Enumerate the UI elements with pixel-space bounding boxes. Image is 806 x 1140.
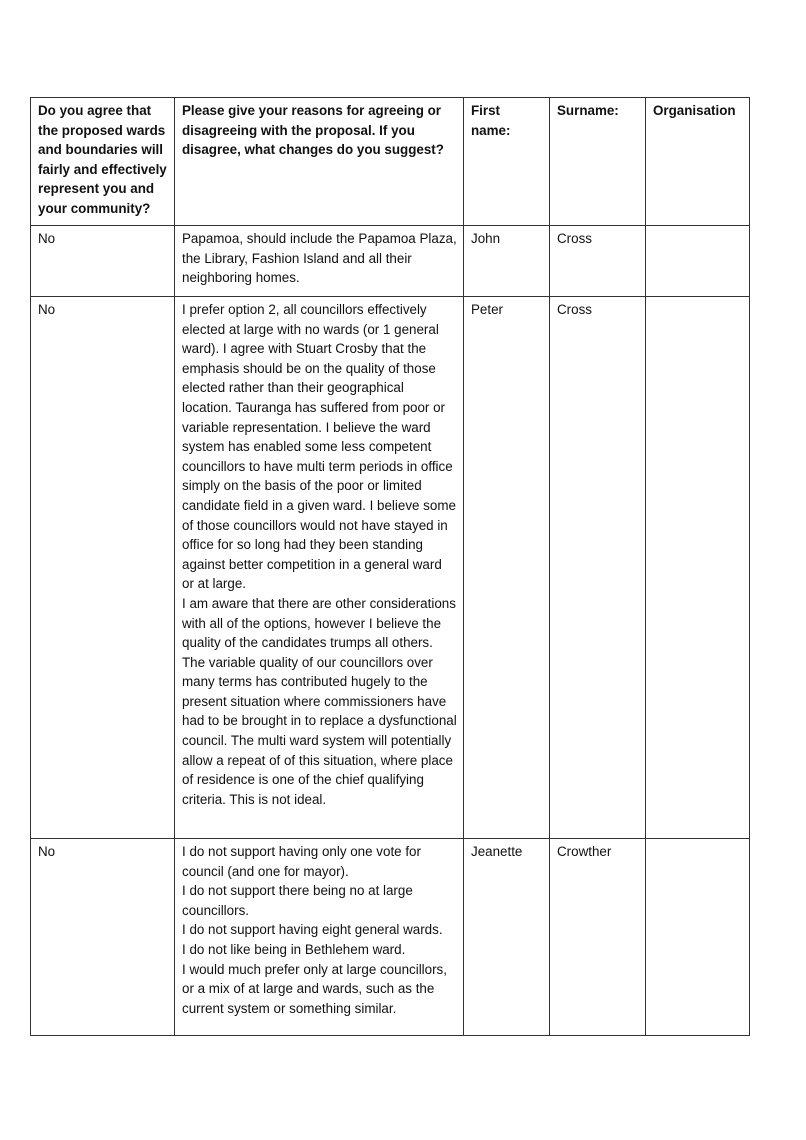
cell-organisation: [646, 839, 750, 1036]
cell-organisation: [646, 297, 750, 839]
cell-first-name: Jeanette: [464, 839, 550, 1036]
table-row: [31, 226, 750, 297]
cell-reasons: Papamoa, should include the Papamoa Plaza, the Library, Fashion Island and all their neighboring homes.: [175, 226, 464, 297]
cell-surname: Cross: [550, 226, 646, 297]
cell-agree: No: [31, 226, 175, 297]
cell-first-name: John: [464, 226, 550, 297]
header-surname: Surname:: [550, 98, 646, 226]
cell-reasons: I prefer option 2, all councillors effectively elected at large with no wards (or 1 general ward). I agree with Stuart Crosby that the emphasis should be on the quality of those elected rather than their geographical location. Tauranga has suffered from poor or variable representation. I believe the ward system has enabled some less competent councillors to have multi term periods in office simply on the basis of the poor or limited candidate field in a given ward. I believe some of those councillors would not have stayed in office for so long had they been standing against better competition in a general ward or at large. I am aware that there are other considerations with all of the options, however I believe the quality of the candidates trumps all others. The variable quality of our councillors over many terms has contributed hugely to the present situation where commissioners have had to be brought in to replace a dysfunctional council. The multi ward system will potentially allow a repeat of of this situation, where place of residence is one of the chief qualifying criteria. This is not ideal.: [175, 297, 464, 839]
header-organisation: Organisation: [646, 98, 750, 226]
table-header-row: [31, 98, 750, 226]
cell-organisation: [646, 226, 750, 297]
cell-surname: Crowther: [550, 839, 646, 1036]
header-agree: Do you agree that the proposed wards and boundaries will fairly and effectively represent you and your community?: [31, 98, 175, 226]
header-reasons: Please give your reasons for agreeing or disagreeing with the proposal. If you disagree, what changes do you suggest?: [175, 98, 464, 226]
submissions-sheet: [30, 97, 749, 1036]
table-row: [31, 839, 750, 1036]
cell-agree: No: [31, 839, 175, 1036]
submissions-table: [30, 97, 750, 1036]
cell-agree: No: [31, 297, 175, 839]
cell-surname: Cross: [550, 297, 646, 839]
cell-first-name: Peter: [464, 297, 550, 839]
cell-reasons: I do not support having only one vote for council (and one for mayor). I do not support there being no at large councillors. I do not support having eight general wards. I do not like being in Bethlehem ward. I would much prefer only at large councillors, or a mix of at large and wards, such as the current system or something similar.: [175, 839, 464, 1036]
table-row: [31, 297, 750, 839]
header-first-name: First name:: [464, 98, 550, 226]
